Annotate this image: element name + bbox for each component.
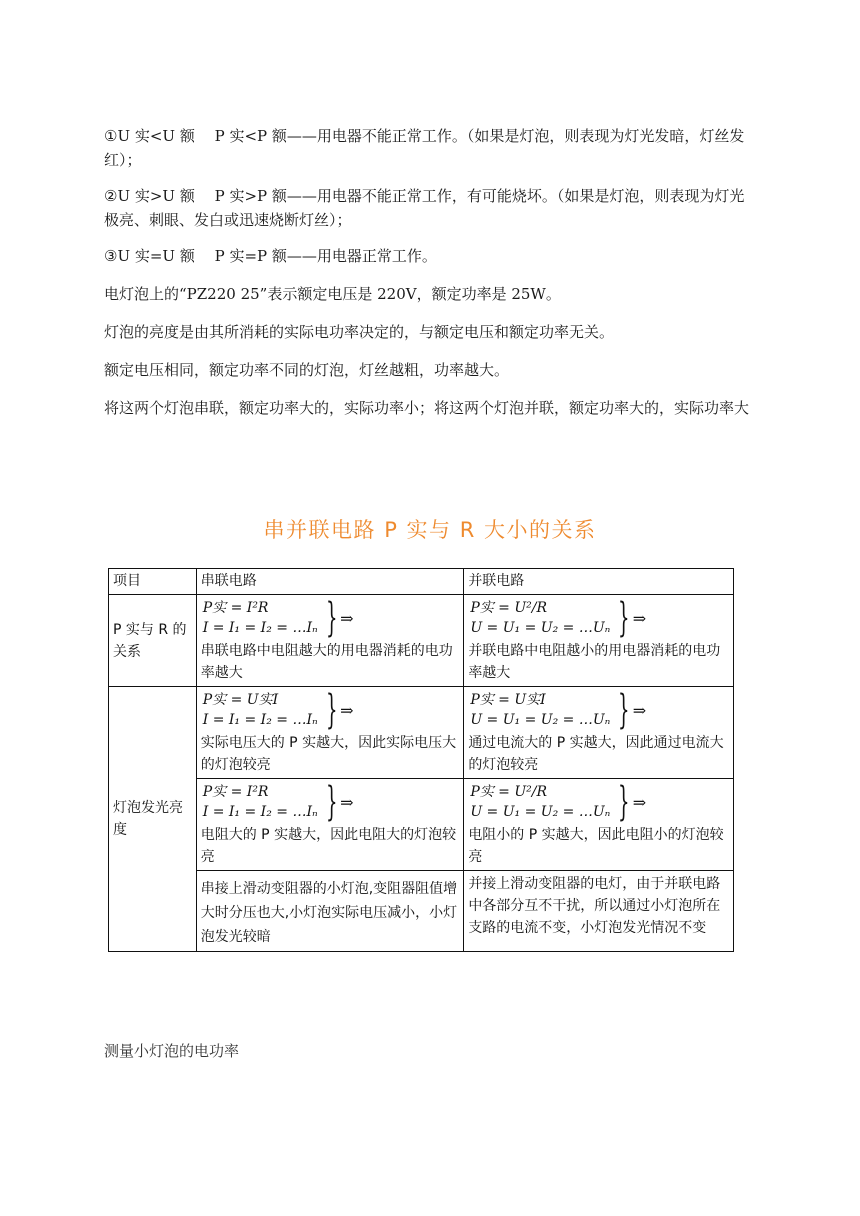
table-cell bbox=[464, 779, 734, 871]
series-description: 串接上滑动变阻器的小灯泡,变阻器阻值增大时分压也大,小灯泡实际电压减小，小灯泡发光较暗 bbox=[200, 881, 458, 945]
series-formula: P实 = I²R I = I₁ = I₂ = …Iₙ } ⇒ bbox=[202, 779, 354, 825]
series-description: 实际电压大的 P 实越大，因此实际电压大的灯泡较亮 bbox=[200, 735, 457, 773]
table-cell bbox=[196, 687, 464, 779]
row-label-relation: P 实与 R 的关系 bbox=[109, 595, 197, 687]
paragraph-1: ①U 实<U 额 P 实<P 额——用电器不能正常工作。（如果是灯泡，则表现为灯光发暗，灯丝发红）； bbox=[104, 127, 745, 169]
table-row bbox=[109, 595, 734, 687]
table-cell bbox=[464, 595, 734, 687]
header-item: 项目 bbox=[109, 569, 197, 595]
paragraph-7: 将这两个灯泡串联，额定功率大的，实际功率小；将这两个灯泡并联，额定功率大的，实际功率大 bbox=[104, 399, 750, 417]
implies-arrow-icon: ⇒ bbox=[340, 700, 354, 720]
caption: 测量小灯泡的电功率 bbox=[104, 1042, 240, 1060]
table-cell bbox=[196, 595, 464, 687]
paragraph-3: ③U 实=U 额 P 实=P 额——用电器正常工作。 bbox=[104, 247, 437, 265]
series-description: 串联电路中电阻越大的用电器消耗的电功率越大 bbox=[200, 643, 453, 681]
parallel-formula: P实 = U²/R U = U₁ = U₂ = …Uₙ } ⇒ bbox=[470, 595, 647, 641]
parallel-description: 并接上滑动变阻器的电灯，由于并联电路中各部分互不干扰，所以通过小灯泡所在支路的电流不变，小灯泡发光情况不变 bbox=[468, 876, 721, 936]
table-cell bbox=[464, 687, 734, 779]
implies-arrow-icon: ⇒ bbox=[632, 700, 647, 720]
table-header-row bbox=[109, 569, 734, 595]
header-parallel: 并联电路 bbox=[464, 569, 734, 595]
paragraph-4: 电灯泡上的“PZ220 25”表示额定电压是 220V，额定功率是 25W。 bbox=[104, 285, 561, 303]
series-formula: P实 = I²R I = I₁ = I₂ = …Iₙ } ⇒ bbox=[202, 595, 354, 641]
implies-arrow-icon: ⇒ bbox=[632, 608, 647, 628]
paragraph-5: 灯泡的亮度是由其所消耗的实际电功率决定的，与额定电压和额定功率无关。 bbox=[104, 323, 615, 341]
paragraph-2: ②U 实>U 额 P 实>P 额——用电器不能正常工作，有可能烧坏。（如果是灯泡，则表现为灯光极亮、刺眼、发白或迅速烧断灯丝）； bbox=[104, 187, 745, 229]
header-series: 串联电路 bbox=[196, 569, 464, 595]
table-row bbox=[109, 779, 734, 871]
implies-arrow-icon: ⇒ bbox=[340, 608, 354, 628]
table-cell bbox=[464, 871, 734, 952]
table-cell bbox=[196, 779, 464, 871]
paragraph-6: 额定电压相同，额定功率不同的灯泡，灯丝越粗，功率越大。 bbox=[104, 361, 510, 379]
parallel-description: 并联电路中电阻越小的用电器消耗的电功率越大 bbox=[468, 643, 721, 681]
series-description: 电阻大的 P 实越大，因此电阻大的灯泡较亮 bbox=[200, 827, 457, 865]
parallel-formula: P实 = U²/R U = U₁ = U₂ = …Uₙ } ⇒ bbox=[470, 779, 647, 825]
series-formula: P实 = U实I I = I₁ = I₂ = …Iₙ } ⇒ bbox=[202, 687, 354, 733]
parallel-description: 通过电流大的 P 实越大，因此通过电流大的灯泡较亮 bbox=[468, 735, 724, 773]
table-row bbox=[109, 687, 734, 779]
row-label-brightness: 灯泡发光亮度 bbox=[109, 687, 197, 952]
relation-table bbox=[108, 568, 734, 952]
table-cell bbox=[196, 871, 464, 952]
section-title: 串并联电路 P 实与 R 大小的关系 bbox=[263, 518, 597, 542]
parallel-description: 电阻小的 P 实越大，因此电阻小的灯泡较亮 bbox=[468, 827, 724, 865]
implies-arrow-icon: ⇒ bbox=[340, 792, 354, 812]
table-row bbox=[109, 871, 734, 952]
parallel-formula: P实 = U实I U = U₁ = U₂ = …Uₙ } ⇒ bbox=[470, 687, 647, 733]
implies-arrow-icon: ⇒ bbox=[632, 792, 647, 812]
